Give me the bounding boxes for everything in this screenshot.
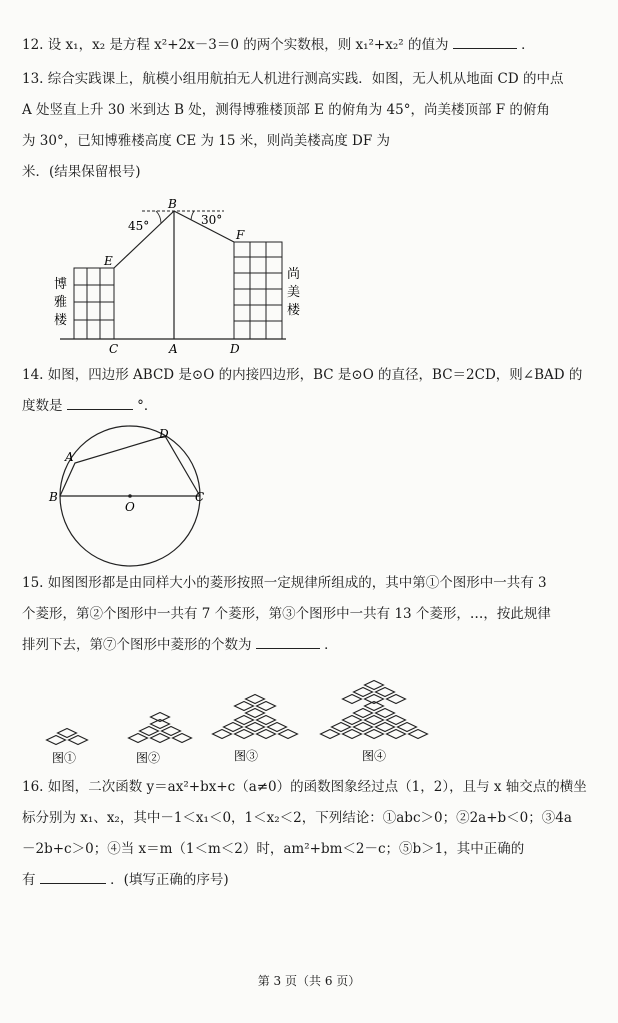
question-12-text: 12. 设 x₁，x₂ 是方程 x²+2x－3＝0 的两个实数根，则 x₁²+x₂² 的值为: [22, 37, 449, 53]
question-12: 12. 设 x₁，x₂ 是方程 x²+2x－3＝0 的两个实数根，则 x₁²+x₂² 的值为 ．: [22, 30, 594, 61]
rhombus-fig4: [354, 688, 373, 697]
rhombus-fig3: [246, 723, 265, 732]
left-building-char-1: 博: [54, 277, 68, 292]
label-a: A: [65, 450, 74, 464]
question-13-line-2: A 处竖直上升 30 米到达 B 处，测得博雅楼顶部 E 的俯角为 45°，尚美楼顶部 F 的俯角: [22, 102, 550, 118]
center-point: [128, 494, 132, 498]
rhombus-fig4: [387, 730, 406, 739]
question-13-line-3: 为 30°，已知博雅楼高度 CE 为 15 米，则尚美楼高度 DF 为: [22, 133, 391, 149]
angle-arc-left: [156, 211, 161, 223]
rhombus-fig1: [58, 729, 77, 738]
question-14-line-2-start: 度数是: [22, 398, 63, 414]
label-d: D: [159, 427, 169, 441]
rhombus-fig4: [376, 723, 395, 732]
rhombus-fig2: [162, 727, 181, 736]
question-14: [22, 360, 594, 422]
rhombus-fig4: [365, 730, 384, 739]
label-o: O: [125, 500, 135, 514]
rhombus-fig4: [354, 709, 373, 718]
rhombus-fig2: [140, 727, 159, 736]
question-16-line-3: －2b+c＞0；④当 x＝m（1＜m＜2）时，am²+bm＜2－c；⑤b＞1，其中正确的: [22, 841, 525, 857]
label-f: F: [236, 228, 245, 242]
rhombus-pattern-figures: [44, 662, 444, 768]
question-15-line-3: 排列下去，第⑦个图形中菱形的个数为: [22, 637, 252, 653]
answer-blank-16[interactable]: [40, 867, 106, 884]
drone-buildings-diagram: [48, 196, 308, 358]
caption-figure-2: 图②: [136, 751, 161, 765]
answer-blank-15[interactable]: [256, 632, 320, 649]
rhombus-fig3: [246, 709, 265, 718]
question-13-line-1: 13. 综合实践课上，航模小组用航拍无人机进行测高实践．如图，无人机从地面 CD 的中点: [22, 71, 564, 87]
right-building: [234, 242, 282, 339]
rhombus-fig2: [151, 720, 170, 729]
rhombus-fig4: [387, 716, 406, 725]
rhombus-fig3: [235, 702, 254, 711]
rhombus-fig2: [129, 734, 148, 743]
rhombus-fig2: [151, 734, 170, 743]
right-building-char-2: 美: [287, 285, 301, 300]
question-16-line-1: 16. 如图，二次函数 y＝ax²+bx+c（a≠0）的函数图象经过点（1，2），且与 x 轴交点的横坐: [22, 779, 587, 795]
angle-arc-right: [191, 211, 194, 220]
rhombus-fig3: [213, 730, 232, 739]
label-a: A: [169, 342, 178, 356]
right-building-char-3: 楼: [287, 303, 301, 318]
rhombus-fig3: [235, 716, 254, 725]
rhombus-fig4: [321, 730, 340, 739]
rhombus-fig3: [279, 730, 298, 739]
rhombus-fig4: [332, 723, 351, 732]
left-building-char-2: 雅: [54, 295, 68, 310]
rhombus-fig4: [376, 709, 395, 718]
caption-figure-4: 图④: [362, 749, 387, 763]
label-c: C: [195, 490, 205, 504]
question-13-line-4: 米．(结果保留根号): [22, 164, 141, 180]
question-16: [22, 772, 594, 896]
inscribed-quadrilateral-diagram: [46, 422, 216, 570]
rhombus-fig4: [354, 723, 373, 732]
rhombus-fig4: [409, 730, 428, 739]
question-15: 15. 如图图形都是由同样大小的菱形按照一定规律所组成的，其中第①个图形中一共有 3 个菱形，第②个图形中一共有 7 个菱形，第③个图形中一共有 13 个菱形，…，按此规律 排列下去，第⑦个图形中菱形的个数为 ．: [22, 568, 594, 661]
rhombus-fig3: [257, 702, 276, 711]
caption-figure-1: 图①: [52, 751, 77, 765]
question-15-line-1: 15. 如图图形都是由同样大小的菱形按照一定规律所组成的，其中第①个图形中一共有 3: [22, 575, 547, 591]
question-14-line-2-end: °．: [137, 398, 158, 414]
label-b: B: [168, 197, 177, 211]
rhombus-fig4: [398, 723, 417, 732]
label-e: E: [104, 254, 113, 268]
rhombus-fig1: [47, 736, 66, 745]
question-15-line-2: 个菱形，第②个图形中一共有 7 个菱形，第③个图形中一共有 13 个菱形，…，按此规律: [22, 606, 551, 622]
label-b: B: [49, 490, 58, 504]
rhombus-fig4: [343, 695, 362, 704]
rhombus-fig3: [268, 723, 287, 732]
caption-figure-3: 图③: [234, 749, 259, 763]
rhombus-fig3: [257, 716, 276, 725]
right-building-char-1: 尚: [287, 267, 301, 282]
label-d: D: [230, 342, 240, 356]
question-16-line-4-end: ．(填写正确的序号): [110, 872, 229, 888]
rhombus-fig4: [387, 695, 406, 704]
rhombus-fig4: [365, 702, 384, 711]
quadrilateral-abcd: [60, 436, 200, 496]
rhombus-fig3: [257, 730, 276, 739]
rhombus-fig4: [343, 716, 362, 725]
rhombus-fig4: [376, 688, 395, 697]
rhombus-fig2: [151, 713, 170, 722]
question-16-line-4-start: 有: [22, 872, 36, 888]
angle-label-45: 45°: [128, 219, 150, 233]
rhombus-fig3: [246, 695, 265, 704]
left-building-char-3: 楼: [54, 313, 68, 328]
rhombus-fig4: [365, 716, 384, 725]
rhombus-fig2: [173, 734, 192, 743]
question-16-line-2: 标分别为 x₁、x₂，其中－1＜x₁＜0，1＜x₂＜2，下列结论：①abc＞0；②2a+b＜0；③4a: [22, 810, 572, 826]
label-c: C: [109, 342, 119, 356]
rhombus-fig4: [365, 695, 384, 704]
answer-blank-14[interactable]: [67, 393, 133, 410]
rhombus-fig4: [365, 681, 384, 690]
rhombus-fig3: [224, 723, 243, 732]
question-13: [22, 64, 594, 188]
rhombus-fig4: [343, 730, 362, 739]
rhombus-fig3: [235, 730, 254, 739]
page-footer: 第 3 页（共 6 页）: [257, 974, 361, 988]
question-14-line-1: 14. 如图，四边形 ABCD 是⊙O 的内接四边形，BC 是⊙O 的直径，BC＝2CD，则∠BAD 的: [22, 367, 583, 383]
left-building: [74, 268, 114, 339]
angle-label-30: 30°: [201, 213, 223, 227]
rhombus-fig1: [69, 736, 88, 745]
answer-blank-12[interactable]: [453, 32, 517, 49]
